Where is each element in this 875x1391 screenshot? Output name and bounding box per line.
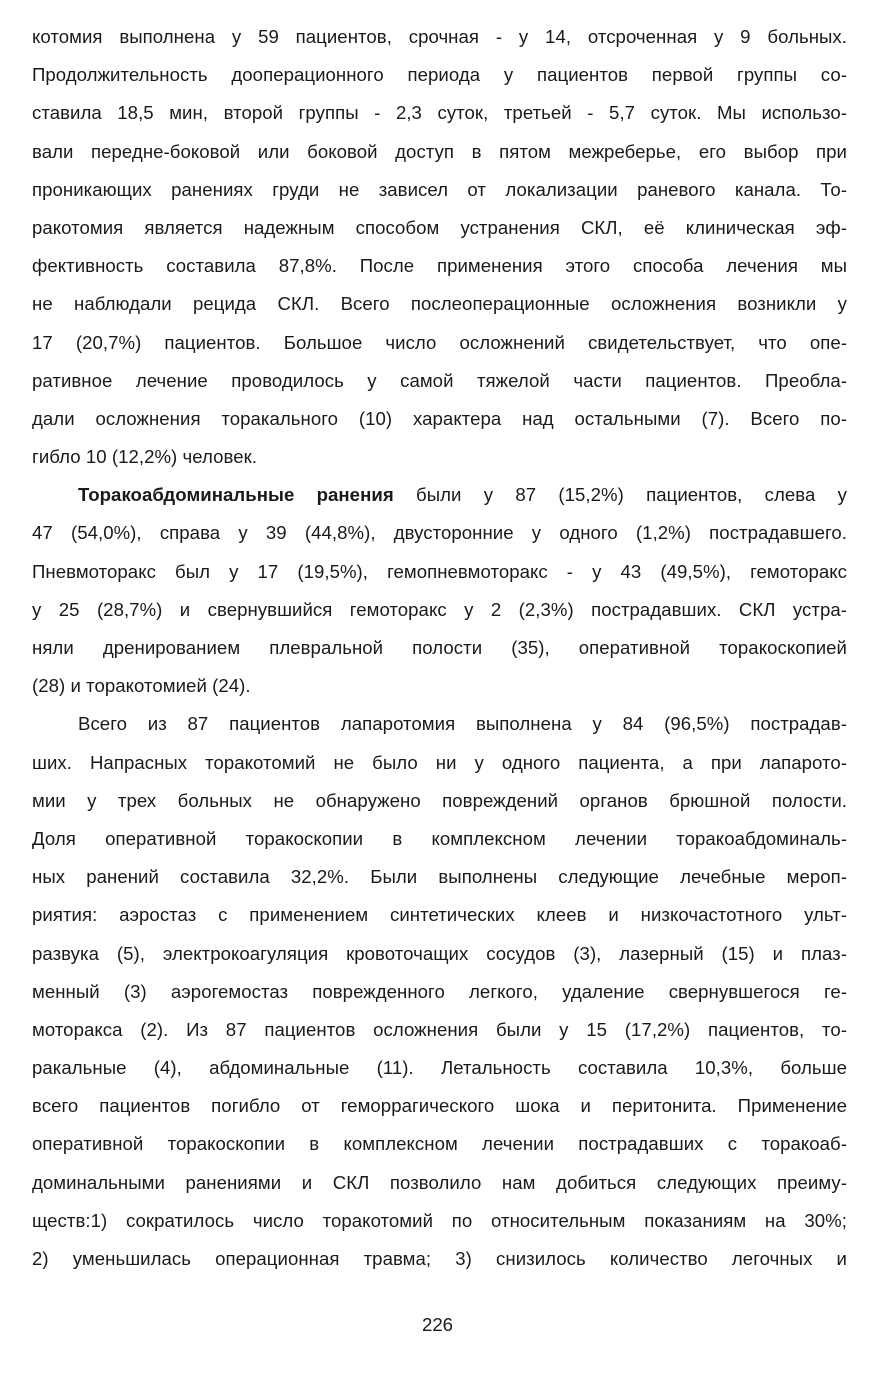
- text-line: Доля оперативной торакоскопии в комплексном лечении торакоабдоминаль-: [32, 827, 847, 849]
- text-line: (28) и торакотомией (24).: [32, 675, 251, 697]
- text-line: ных ранений составила 32,2%. Были выполнены следующие лечебные мероп-: [32, 866, 847, 888]
- text-line: [32, 476, 847, 514]
- text-line: вали передне-боковой или боковой доступ в пятом межреберье, его выбор при: [32, 140, 847, 162]
- text-line: фективность составила 87,8%. После применения этого способа лечения мы: [32, 255, 847, 277]
- text-line: ставила 18,5 мин, второй группы - 2,3 суток, третьей - 5,7 суток. Мы использо-: [32, 102, 847, 124]
- text-line: развука (5), электрокоагуляция кровоточащих сосудов (3), лазерный (15) и плаз-: [32, 942, 847, 964]
- text-line: моторакса (2). Из 87 пациентов осложнения были у 15 (17,2%) пациентов, то-: [32, 1018, 847, 1040]
- text-line: Пневмоторакс был у 17 (19,5%), гемопневмоторакс - у 43 (49,5%), гемоторакс: [32, 560, 847, 582]
- text-line: мии у трех больных не обнаружено повреждений органов брюшной полости.: [32, 789, 847, 811]
- text-line: няли дренированием плевральной полости (35), оперативной торакоскопией: [32, 637, 847, 658]
- text-line: дали осложнения торакального (10) характера над остальными (7). Всего по-: [32, 407, 847, 429]
- page-number: 226: [421, 1314, 454, 1335]
- paragraph-2: [32, 476, 847, 705]
- text-line: проникающих ранениях груди не зависел от локализации раневого канала. То-: [32, 178, 847, 200]
- text-line: риятия: аэростаз с применением синтетических клеев и низкочастотного ульт-: [32, 904, 847, 926]
- text-line: всего пациентов погибло от геморрагического шока и перитонита. Применение: [32, 1095, 847, 1117]
- text-line: 2) уменьшилась операционная травма; 3) снизилось количество легочных и: [32, 1248, 847, 1269]
- text-line: Продолжительность дооперационного периода у пациентов первой группы со-: [32, 64, 847, 86]
- text-line: ракальные (4), абдоминальные (11). Летальность составила 10,3%, больше: [32, 1057, 847, 1079]
- text-line: не наблюдали рецида СКЛ. Всего послеоперационные осложнения возникли у: [32, 293, 847, 315]
- text-line: котомия выполнена у 59 пациентов, срочная - у 14, отсроченная у 9 больных.: [32, 26, 847, 47]
- text-line: ших. Напрасных торакотомий не было ни у одного пациента, а при лапарото-: [32, 751, 847, 773]
- text-fragment: были у 87 (15,2%) пациентов, слева у: [393, 484, 848, 506]
- document-page: [32, 18, 847, 1278]
- text-line: Всего из 87 пациентов лапаротомия выполнена у 84 (96,5%) пострадав-: [78, 713, 847, 735]
- text-line: оперативной торакоскопии в комплексном лечении пострадавших с торакоаб-: [32, 1133, 847, 1155]
- text-line: 17 (20,7%) пациентов. Большое число осложнений свидетельствует, что опе-: [32, 331, 847, 353]
- text-line: 47 (54,0%), справа у 39 (44,8%), двусторонние у одного (1,2%) пострадавшего.: [32, 522, 847, 544]
- paragraph-1: [32, 18, 847, 476]
- text-line: ракотомия является надежным способом устранения СКЛ, её клиническая эф-: [32, 216, 847, 238]
- text-line: доминальными ранениями и СКЛ позволило нам добиться следующих преиму-: [32, 1171, 847, 1193]
- text-line: гибло 10 (12,2%) человек.: [32, 446, 258, 468]
- paragraph-3: [32, 705, 847, 1278]
- text-line: ществ:1) сократилось число торакотомий по относительным показаниям на 30%;: [32, 1209, 847, 1231]
- section-heading: Торакоабдоминальные ранения: [78, 484, 394, 506]
- text-line: ративное лечение проводилось у самой тяжелой части пациентов. Преобла-: [32, 369, 847, 391]
- text-line: у 25 (28,7%) и свернувшийся гемоторакс у 2 (2,3%) пострадавших. СКЛ устра-: [32, 598, 847, 620]
- text-line: менный (3) аэрогемостаз поврежденного легкого, удаление свернувшегося ге-: [32, 980, 847, 1002]
